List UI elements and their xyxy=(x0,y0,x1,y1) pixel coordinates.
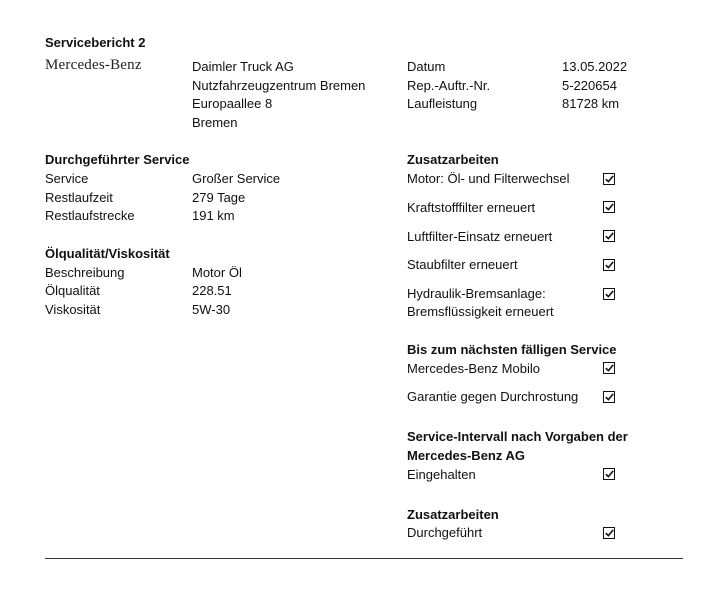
next-service-item-mobilo: Mercedes-Benz Mobilo xyxy=(407,361,540,376)
service-label: Service xyxy=(45,171,89,186)
address-line-company: Daimler Truck AG xyxy=(192,59,294,74)
extra-work-heading: Zusatzarbeiten xyxy=(407,152,499,167)
meta-value-order: 5-220654 xyxy=(562,78,617,93)
extra-work2-heading: Zusatzarbeiten xyxy=(407,507,499,522)
remaining-distance-value: 191 km xyxy=(192,208,235,223)
address-line-center: Nutzfahrzeugzentrum Bremen xyxy=(192,78,366,93)
remaining-distance-label: Restlaufstrecke xyxy=(45,208,135,223)
extra-work-item-air-filter: Luftfilter-Einsatz erneuert xyxy=(407,229,553,244)
interval-item-adhered: Eingehalten xyxy=(407,467,476,482)
page-title: Servicebericht 2 xyxy=(45,35,146,50)
checkbox-oil-filter[interactable] xyxy=(603,173,615,185)
address-line-city: Bremen xyxy=(192,115,238,130)
brand-logo-text: Mercedes-Benz xyxy=(45,57,142,73)
service-heading: Durchgeführter Service xyxy=(45,152,190,167)
interval-heading-line2: Mercedes-Benz AG xyxy=(407,448,525,463)
checkbox-mobilo[interactable] xyxy=(603,362,615,374)
checkmark-icon xyxy=(605,393,614,401)
checkbox-adhered[interactable] xyxy=(603,468,615,480)
checkmark-icon xyxy=(605,290,614,298)
oil-quality-label: Ölqualität xyxy=(45,283,100,298)
checkbox-fuel-filter[interactable] xyxy=(603,201,615,213)
checkbox-brake-fluid[interactable] xyxy=(603,288,615,300)
oil-description-value: Motor Öl xyxy=(192,265,242,280)
checkbox-dust-filter[interactable] xyxy=(603,259,615,271)
service-value: Großer Service xyxy=(192,171,281,186)
interval-heading-line1: Service-Intervall nach Vorgaben der xyxy=(407,429,628,444)
oil-description-label: Beschreibung xyxy=(45,265,125,280)
checkmark-icon xyxy=(605,232,614,240)
extra-work-item-brake-line1: Hydraulik-Bremsanlage: xyxy=(407,286,546,301)
checkmark-icon xyxy=(605,203,614,211)
checkmark-icon xyxy=(605,470,614,478)
meta-value-date: 13.05.2022 xyxy=(562,59,628,74)
remaining-time-label: Restlaufzeit xyxy=(45,190,113,205)
checkmark-icon xyxy=(605,261,614,269)
extra-work-item-brake-line2: Bremsflüssigkeit erneuert xyxy=(407,304,554,319)
extra-work2-item-performed: Durchgeführt xyxy=(407,525,483,540)
checkmark-icon xyxy=(605,175,614,183)
meta-value-mileage: 81728 km xyxy=(562,96,620,111)
oil-heading: Ölqualität/Viskosität xyxy=(45,246,170,261)
checkmark-icon xyxy=(605,529,614,537)
checkbox-performed[interactable] xyxy=(603,527,615,539)
remaining-time-value: 279 Tage xyxy=(192,190,246,205)
checkbox-rust-warranty[interactable] xyxy=(603,391,615,403)
extra-work-item-oil-filter: Motor: Öl- und Filterwechsel xyxy=(407,171,570,186)
checkmark-icon xyxy=(605,364,614,372)
meta-label-order: Rep.-Auftr.-Nr. xyxy=(407,78,491,93)
viscosity-label: Viskosität xyxy=(45,302,101,317)
next-service-heading: Bis zum nächsten fälligen Service xyxy=(407,342,617,357)
meta-label-date: Datum xyxy=(407,59,446,74)
next-service-item-rust-warranty: Garantie gegen Durchrostung xyxy=(407,389,579,404)
address-line-street: Europaallee 8 xyxy=(192,96,273,111)
bottom-divider xyxy=(45,558,683,559)
extra-work-item-dust-filter: Staubfilter erneuert xyxy=(407,257,518,272)
meta-label-mileage: Laufleistung xyxy=(407,96,478,111)
viscosity-value: 5W-30 xyxy=(192,302,231,317)
checkbox-air-filter[interactable] xyxy=(603,230,615,242)
oil-quality-value: 228.51 xyxy=(192,283,232,298)
extra-work-item-fuel-filter: Kraftstofffilter erneuert xyxy=(407,200,536,215)
